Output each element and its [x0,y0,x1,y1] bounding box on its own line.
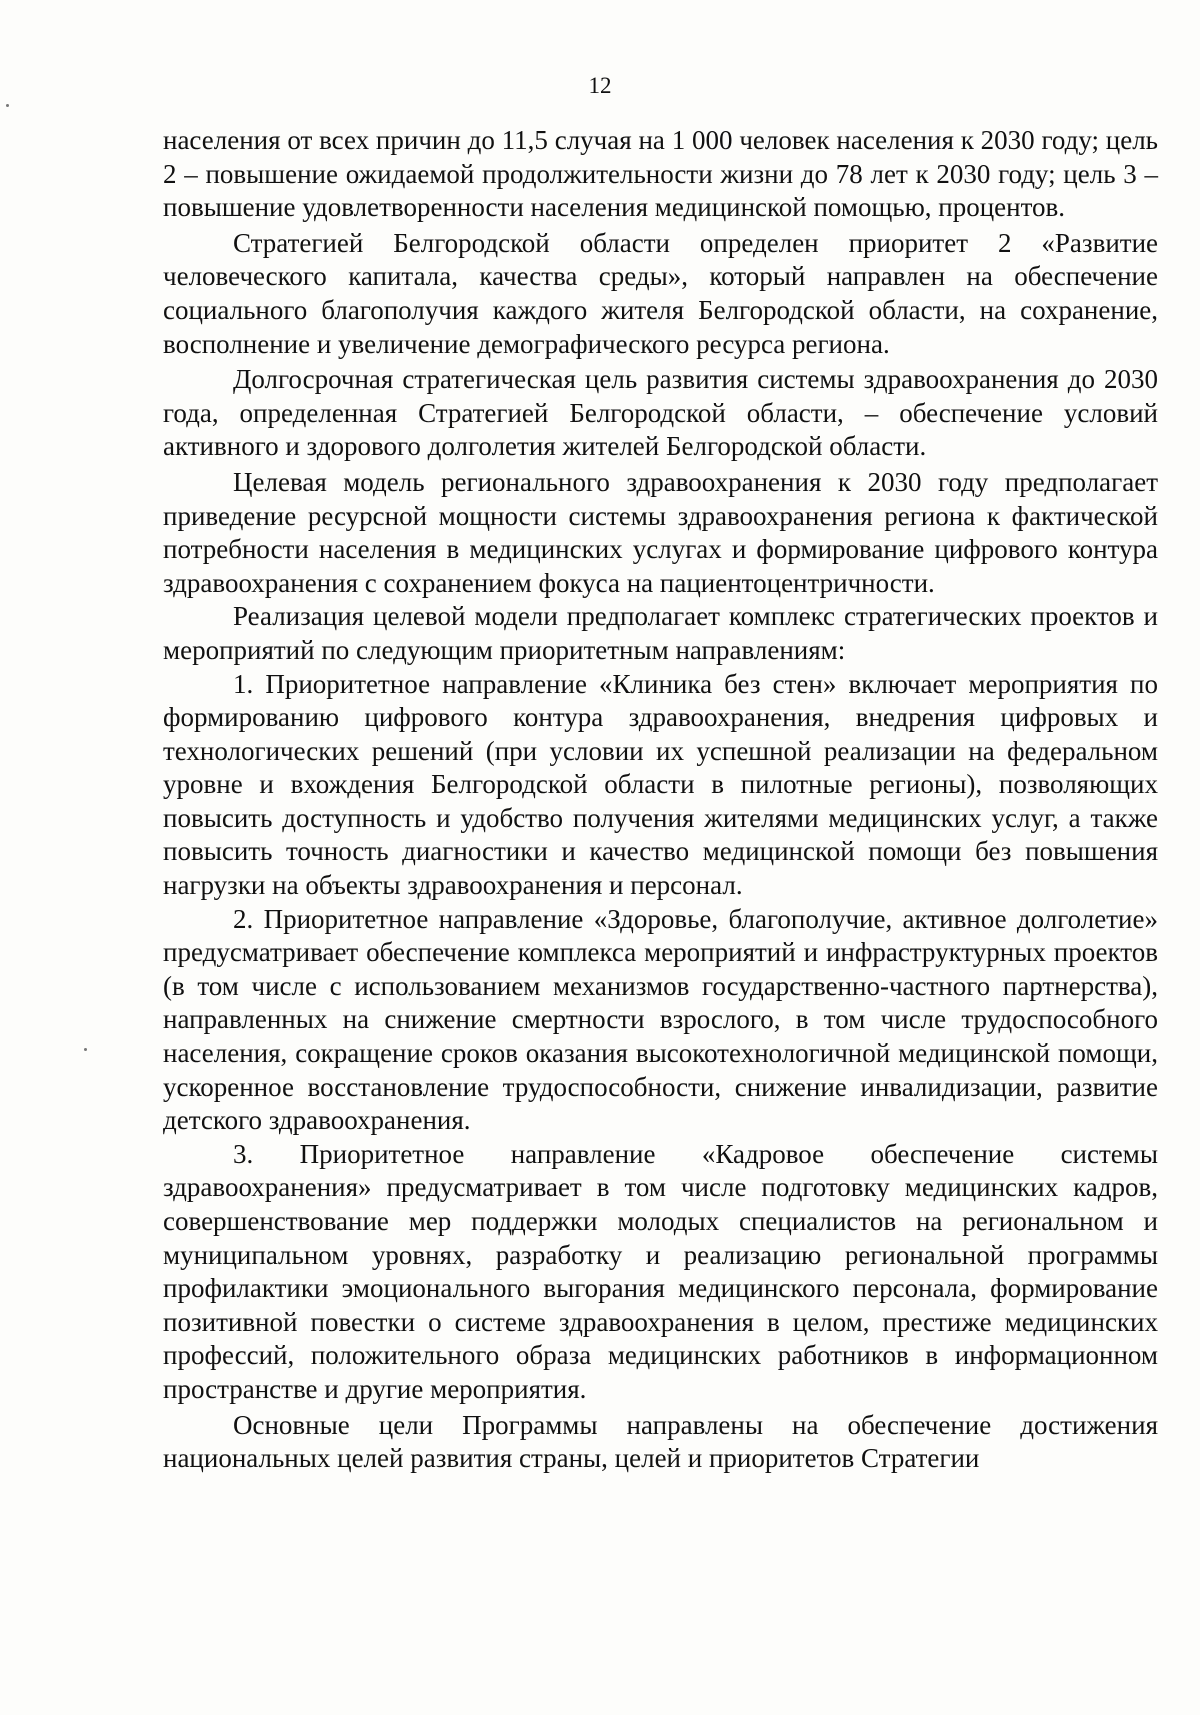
paragraph-target-model: Целевая модель регионального здравоохранения к 2030 году предполагает приведение ресурсной мощности системы здравоохранения региона к фактической потребности населения в медицинских услугах и формирование цифрового контура здравоохранения с сохранением фокуса на пациентоцентричности. [163,466,1158,598]
paragraph-direction-1: 1. Приоритетное направление «Клиника без стен» включает мероприятия по формированию цифрового контура здравоохранения, внедрения цифровых и технологических решений (при условии их успешной реализации на федеральном уровне и вхождения Белгородской области в пилотные регионы), позволяющих повысить доступность и удобство получения жителями медицинских услуг, а также повысить точность диагностики и качество медицинской помощи без повышения нагрузки на объекты здравоохранения и персонал. [163,668,1158,901]
page-number: 12 [588,73,612,98]
paragraph-direction-2: 2. Приоритетное направление «Здоровье, благополучие, активное долголетие» предусматривает обеспечение комплекса мероприятий и инфраструктурных проектов (в том числе с использованием механизмов государственно-частного партнерства), направленных на снижение смертности взрослого, в том числе трудоспособного населения, сокращение сроков оказания высокотехнологичной медицинской помощи, ускоренное восстановление трудоспособности, снижение инвалидизации, развитие детского здравоохранения. [163,903,1158,1136]
paragraph-continuation: населения от всех причин до 11,5 случая на 1 000 человек населения к 2030 году; цель 2 – повышение ожидаемой продолжительности жизни до 78 лет к 2030 году; цель 3 – повышение удовлетворенности населения медицинской помощью, процентов. [163,125,1158,223]
paragraph-strategy-priority: Стратегией Белгородской области определен приоритет 2 «Развитие человеческого капитала, качества среды», который направлен на обеспечение социального благополучия каждого жителя Белгородской области, на сохранение, восполнение и увеличение демографического ресурса региона. [163,227,1158,359]
paragraph-direction-3: 3. Приоритетное направление «Кадровое обеспечение системы здравоохранения» предусматривает в том числе подготовку медицинских кадров, совершенствование мер поддержки молодых специалистов на региональном и муниципальном уровнях, разработку и реализацию региональной программы профилактики эмоционального выгорания медицинского персонала, формирование позитивной повестки о системе здравоохранения в целом, престиже медицинских профессий, положительного образа медицинских работников в информационном пространстве и другие мероприятия. [163,1138,1158,1404]
scan-speck [84,1048,87,1051]
paragraph-long-term-goal: Долгосрочная стратегическая цель развития системы здравоохранения до 2030 года, определенная Стратегией Белгородской области, – обеспечение условий активного и здорового долголетия жителей Белгородской области. [163,364,1158,462]
paragraph-program-goals: Основные цели Программы направлены на обеспечение достижения национальных целей развития страны, целей и приоритетов Стратегии [163,1409,1158,1474]
paragraph-model-implementation: Реализация целевой модели предполагает комплекс стратегических проектов и мероприятий по следующим приоритетным направлениям: [163,601,1158,665]
scan-speck [6,104,9,107]
document-body [163,124,1158,1476]
